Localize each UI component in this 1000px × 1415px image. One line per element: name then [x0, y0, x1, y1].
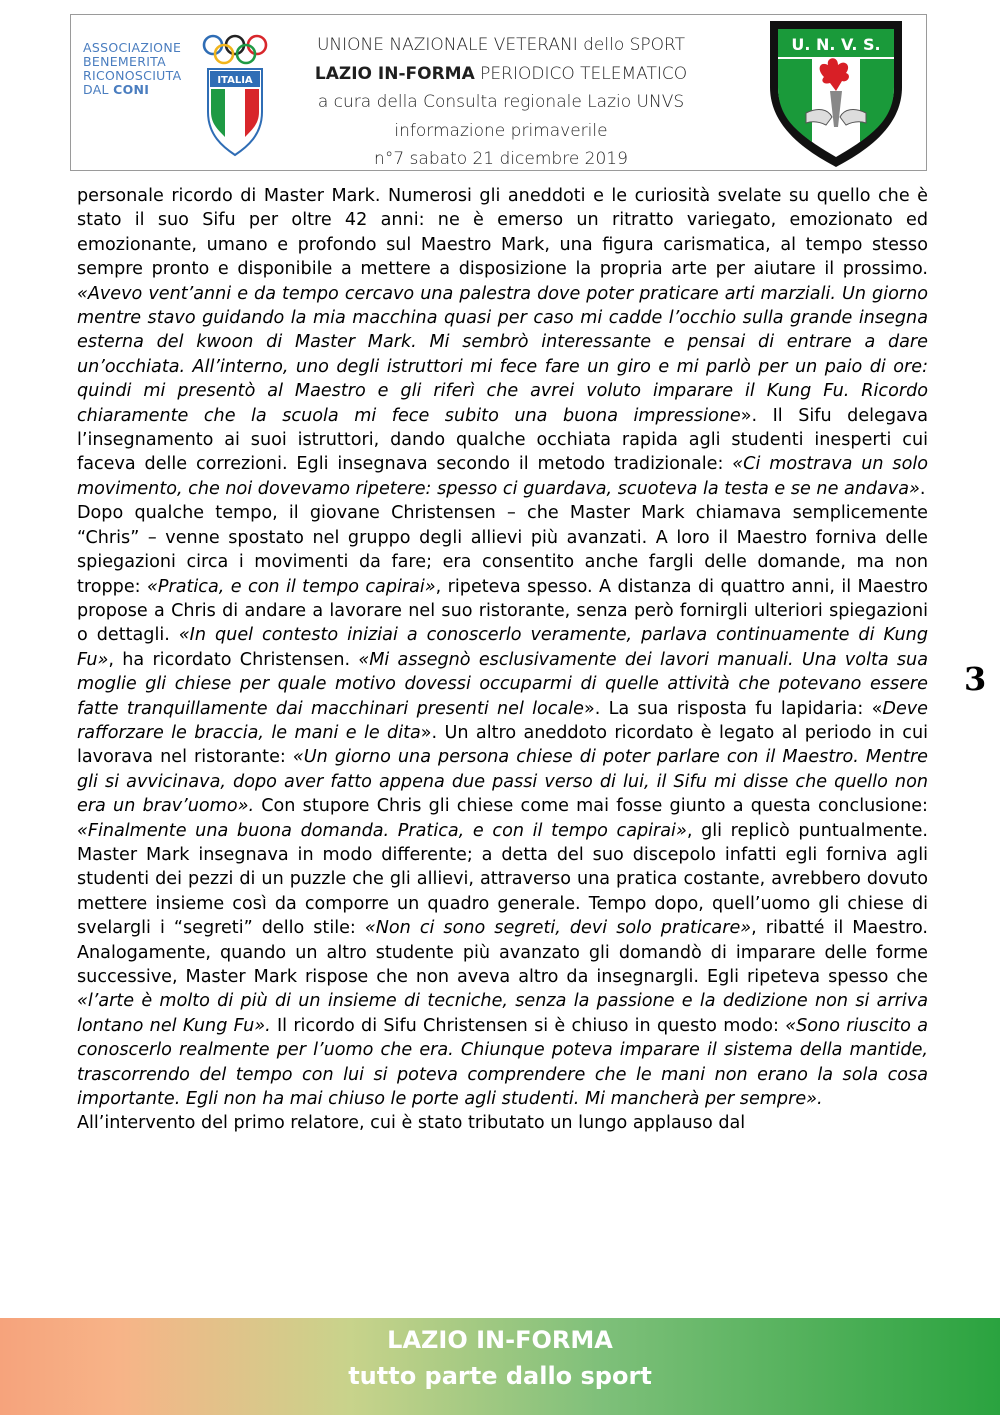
- header-line-subtitle: informazione primaverile: [394, 120, 608, 141]
- quote-restaurant: «In quel contesto iniziai a conoscerlo veramente, parlava continuamente di Kung Fu»: [77, 625, 928, 670]
- coni-line-3: RICONOSCIUTA: [83, 68, 182, 83]
- header-line-editor: a cura della Consulta regionale Lazio UNVS: [317, 92, 685, 112]
- header-line-issue-date: n°7 sabato 21 dicembre 2019: [374, 149, 628, 169]
- italia-label: ITALIA: [217, 75, 253, 86]
- quote-good-question: «Finalmente una buona domanda. Pratica, e con il tempo capirai»: [77, 820, 687, 841]
- header-title-block: [276, 31, 726, 174]
- coni-line-1: ASSOCIAZIONE: [83, 40, 182, 55]
- coni-line-4: DAL CONI: [83, 82, 150, 97]
- page-header: [70, 14, 927, 171]
- quote-manual-work: «Mi assegnò esclusivamente dei lavori manuali. Una volta sua moglie gli chiese per quale motivo dovessi occuparmi di quelle attività che potevano essere fatte tranquillamente dai macchinari presenti nel locale: [77, 649, 928, 719]
- article-paragraph-3: All’intervento del primo relatore, cui è stato tributato un lungo applauso dal: [77, 1113, 746, 1134]
- header-line-organization: UNIONE NAZIONALE VETERANI dello SPORT: [316, 35, 686, 55]
- quote-no-secrets: «Non ci sono segreti, devi solo praticare»: [364, 918, 752, 939]
- footer-title: LAZIO IN-FORMA: [387, 1326, 613, 1354]
- quote-traditional-method: «Ci mostrava un solo movimento, che noi dovevamo ripetere: spesso ci guardava, scuoteva la testa e se ne andava»: [77, 454, 928, 499]
- coni-association-text: [83, 41, 203, 97]
- coni-logo: [79, 33, 269, 163]
- article-paragraph-1: personale ricordo di Master Mark. Numerosi gli aneddoti e le curiosità svelate su quello che è stato il suo Sifu per oltre 42 anni: ne è emerso un ritratto variegato, emozionato ed emozionante, umano e profondo sul Maestro Mark, una figura carismatica, al tempo stesso sempre pronto e disponibile a mettere a disposizione la propria arte per aiutare il prossimo. «Avevo vent’anni e da tempo cercavo una palestra dove poter praticare arti marziali. Un giorno mentre stavo guidando la mia macchina quasi per caso mi cadde l’occhio sulla grande insegna esterna del kwoon di Master Mark. Mi sembrò interessante e pensai di entrare a dare un’occhiata. All’interno, uno degli istruttori mi fece fare un giro e mi parlò per un paio di ore: quindi mi presentò al Maestro e gli riferì che avrei voluto imparare il Kung Fu. Ricordo chiaramente che la scuola mi fece subito una buona impressione». Il Sifu delegava l’insegnamento ai suoi istruttori, dando qualche occhiata rapida agli studenti inesperti cui faceva delle correzioni. Egli insegnava secondo il metodo tradizionale: «Ci mostrava un solo movimento, che noi dovevamo ripetere: spesso ci guardava, scuoteva la testa e se ne andava».: [77, 186, 928, 499]
- quote-first-visit: «Avevo vent’anni e da tempo cercavo una palestra dove poter praticare arti marziali. Un giorno mentre stavo guidando la mia macchina quasi per caso mi cadde l’occhio sulla grande insegna esterna del kwoon di Master Mark. Mi sembrò interessante e pensai di entrare a dare un’occhiata. All’interno, uno degli istruttori mi fece fare un giro e mi parlò per un paio di ore: quindi mi presentò al Maestro e gli riferì che avrei voluto imparare il Kung Fu. Ricordo chiaramente che la scuola mi fece subito una buona impressione: [77, 283, 928, 426]
- page-footer: [0, 1318, 1000, 1415]
- quote-practice: «Pratica, e con il tempo capirai»: [147, 576, 436, 597]
- quote-art: «l’arte è molto di più di un insieme di tecniche, senza la passione e la dedizione non si arriva lontano nel Kung Fu».: [77, 991, 928, 1036]
- header-line-periodical: LAZIO IN-FORMA PERIODICO TELEMATICO: [314, 63, 688, 84]
- unvs-label: U. N. V. S.: [791, 35, 881, 54]
- article-paragraph-2: Dopo qualche tempo, il giovane Christensen – che Master Mark chiamava semplicemente “Chris” – venne spostato nel gruppo degli allievi più avanzati. A loro il Maestro forniva delle spiegazioni circa i movimenti da fare; era consentito anche fargli delle domande, ma non troppe: «Pratica, e con il tempo capirai», ripeteva spesso. A distanza di quattro anni, il Maestro propose a Chris di andare a lavorare nel suo ristorante, senza però fornirgli ulteriori spiegazioni o dettagli. «In quel contesto iniziai a conoscerlo veramente, parlava continuamente di Kung Fu», ha ricordato Christensen. «Mi assegnò esclusivamente dei lavori manuali. Una volta sua moglie gli chiese per quale motivo dovessi occuparmi di quelle attività che potevano essere fatte tranquillamente dai macchinari presenti nel locale». La sua risposta fu lapidaria: «Deve rafforzare le braccia, le mani e le dita». Un altro aneddoto ricordato è legato al periodo in cui lavorava nel ristorante: «Un giorno una persona chiese di poter parlare con il Maestro. Mentre gli si avvicinava, dopo aver fatto appena due passi verso di lui, il Sifu mi disse che quello non era un brav’uomo». Con stupore Chris gli chiese come mai fosse giunto a questa conclusione: «Finalmente una buona domanda. Pratica, e con il tempo capirai», gli replicò puntualmente. Master Mark insegnava in modo differente; a detta del suo discepolo infatti egli forniva agli studenti dei pezzi di un puzzle che gli allievi, attraverso una pratica costante, avrebbero dovuto mettere insieme così da comporre un quadro generale. Tempo dopo, quell’uomo gli chiese di svelargli i “segreti” dello stile: «Non ci sono segreti, devi solo praticare», ribatté il Maestro. Analogamente, quando un altro studente più avanzato gli domandò di imparare delle forme successive, Master Mark rispose che non aveva altro da insegnargli. Egli ripeteva spesso che «l’arte è molto di più di un insieme di tecniche, senza la passione e la dedizione non si arriva lontano nel Kung Fu». Il ricordo di Sifu Christensen si è chiuso in questo modo: «Sono riuscito a conoscerlo realmente per l’uomo che era. Chiunque poteva imparare il sistema della mantide, trascorrendo del tempo con lui si poteva comprendere che le mani non erano la sola cosa importante. Egli non ha mai chiuso le porte agli studenti. Mi mancherà per sempre».: [77, 503, 929, 1110]
- quote-bad-man: «Un giorno una persona chiese di poter parlare con il Maestro. Mentre gli si avvicinava, dopo aver fatto appena due passi verso di lui, il Sifu mi disse che quello non era un brav’uomo».: [77, 747, 929, 817]
- unvs-shield-logo: [766, 17, 906, 169]
- olympic-rings-icon: [201, 33, 271, 67]
- coni-line-2: BENEMERITA: [83, 54, 166, 69]
- article-body: [77, 184, 928, 1136]
- quote-farewell: «Sono riuscito a conoscerlo realmente per l’uomo che era. Chiunque poteva imparare il sistema della mantide, trascorrendo del tempo con lui si poteva comprendere che le mani non erano la sola cosa importante. Egli non ha mai chiuso le porte agli studenti. Mi mancherà per sempre».: [77, 1015, 928, 1110]
- quote-strengthen: Deve rafforzare le braccia, le mani e le dita: [77, 698, 928, 743]
- page-number: 3: [964, 660, 987, 698]
- footer-slogan: tutto parte dallo sport: [348, 1362, 652, 1390]
- italia-shield-icon: [205, 67, 265, 157]
